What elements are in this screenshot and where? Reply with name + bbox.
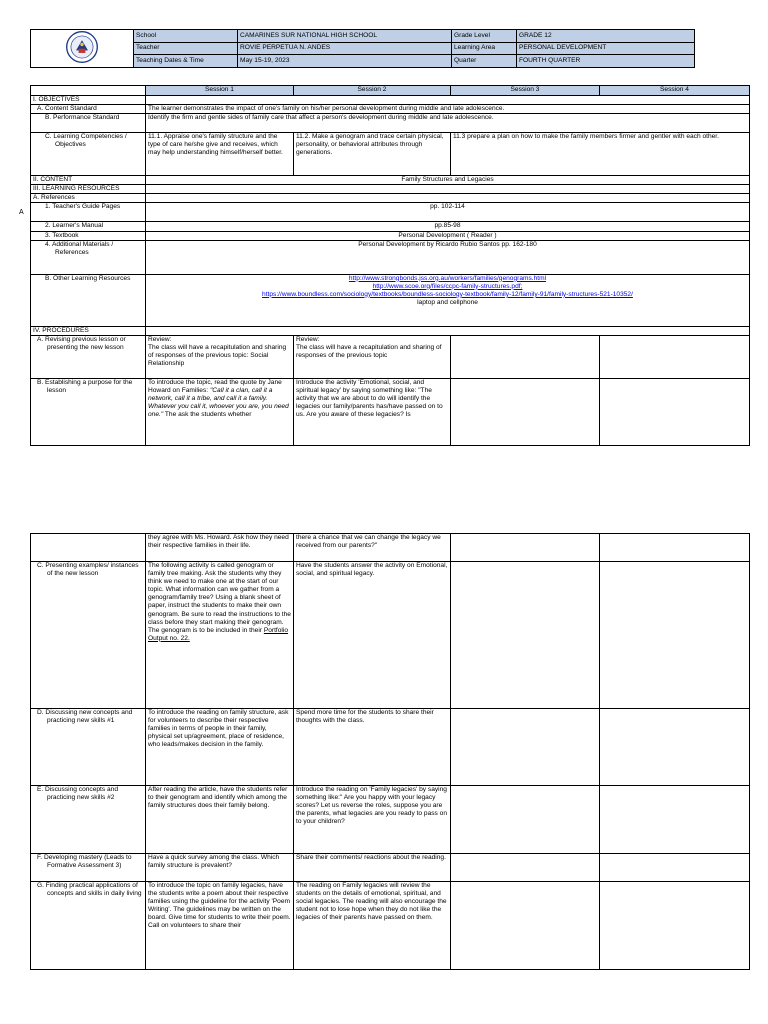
teachers-guide-value: pp. 102-114: [146, 203, 750, 222]
proc-b-session-3: [451, 378, 600, 445]
header-table: [30, 29, 695, 68]
proc-c-session-4: [600, 562, 750, 709]
area-value: PERSONAL DEVELOPMENT: [517, 42, 695, 55]
proc-b-s1-rest: The ask the students whether: [164, 411, 252, 419]
session-header-row: [31, 86, 750, 96]
content-value: Family Structures and Legacies: [146, 176, 750, 185]
proc-b-label: B. Establishing a purpose for the lesson: [31, 378, 146, 445]
proc-f-label: F. Developing mastery (Leads to Formative Assessment 3): [31, 854, 146, 882]
session-1-header: Session 1: [146, 86, 294, 96]
proc-b-session-2: Introduce the activity 'Emotional, social, and spiritual legacy' by saying something like: "The activity that we are about to do will identify the legacies our family/parents has/have passed on to us. Are you aware of these legacies? Is: [294, 378, 451, 445]
proc-b-s1-quote: "Call it a clan, call it a network, call it a tribe, and call it a family. Whatever you call it, whoever you are, you need one.": [148, 386, 289, 419]
dates-value: May 15-19, 2023: [238, 55, 452, 68]
teachers-guide-label: 1. Teacher's Guide Pages: [31, 203, 146, 222]
grade-value: GRADE 12: [517, 30, 695, 43]
proc-c-session-1: [146, 562, 294, 709]
proc-a-label: A. Revising previous lesson or presenting the new lesson: [31, 335, 146, 378]
lesson-table-part-1: [30, 85, 750, 446]
school-value: CAMARINES SUR NATIONAL HIGH SCHOOL: [238, 30, 452, 43]
dates-label: Teaching Dates & Time: [134, 55, 238, 68]
deped-seal-icon: [63, 30, 101, 64]
margin-mark: A: [19, 209, 24, 216]
competencies-label: C. Learning Competencies / Objectives: [31, 133, 146, 176]
proc-a-session-4: [600, 335, 750, 378]
content-standard-label: A. Content Standard: [31, 105, 146, 114]
proc-g-label: G. Finding practical applications of concepts and skills in daily living: [31, 882, 146, 970]
boundless-link[interactable]: https://www.boundless.com/sociology/textbooks/boundless-sociology-textbook/family-12/family-91/family-structures-521-10352/: [262, 290, 633, 298]
proc-a-session-3: [451, 335, 600, 378]
session-3-header: Session 3: [451, 86, 600, 96]
performance-standard-label: B. Performance Standard: [31, 114, 146, 133]
session-4-header: Session 4: [600, 86, 750, 96]
grade-label: Grade Level: [452, 30, 517, 43]
competency-session-3: 11.3 prepare a plan on how to make the family members firmer and gentler with each other.: [451, 133, 750, 176]
proc-d-label: D. Discussing new concepts and practicing new skills #1: [31, 709, 146, 786]
other-resources-label: B. Other Learning Resources: [31, 274, 146, 326]
logo-cell: [31, 30, 134, 68]
portfolio-output-ref: Portfolio Output no. 22.: [148, 626, 289, 642]
competency-session-1: 11.1. Appraise one's family structure and the type of care he/she give and receives, which may help understanding himself/herself better.: [146, 133, 294, 176]
proc-g-session-2: The reading on Family legacies will review the students on the details of emotional, spiritual, and social legacies. The reading will also encourage the student not to lose hope when they do not like the legacies of their parents have passed on them.: [294, 882, 451, 970]
proc-e-session-2: Introduce the reading on 'Family legacies' by saying something like:" Are you happy with your legacy scores? Let us reverse the roles, suppose you are the parents, what legacies are you ready to pass on to your children?: [294, 786, 451, 854]
procedures-heading: IV. PROCEDURES: [31, 326, 146, 335]
other-resources-extra: laptop and cellphone: [417, 298, 478, 306]
proc-e-label: E. Discussing concepts and practicing new skills #2: [31, 786, 146, 854]
proc-d-session-1: To introduce the reading on family structure, ask for volunteers to describe their respective families in terms of people in their family, physical set up/agreement, place of residence, who leads/makes decision in the family.: [146, 709, 294, 786]
proc-c-session-2: Have the students answer the activity on Emotional, social, and spiritual legacy.: [294, 562, 451, 709]
content-standard-value: The learner demonstrates the impact of one's family on his/her personal development during middle and late adolescence.: [146, 105, 750, 114]
proc-f-session-2: Share their comments/ reactions about the reading.: [294, 854, 451, 882]
proc-d-session-2: Spend more time for the students to share their thoughts with the class.: [294, 709, 451, 786]
scoe-link[interactable]: http://www.scoe.org/files/ccpc-family-structures.pdf;: [372, 282, 523, 290]
proc-a-session-2: Review: The class will have a recapitulation and sharing of responses of the previous topic: [294, 335, 451, 378]
learners-manual-label: 2. Learner's Manual: [31, 222, 146, 231]
proc-c-label: C. Presenting examples/ instances of the new lesson: [31, 562, 146, 709]
resources-heading: III. LEARNING RESOURCES: [31, 185, 146, 194]
learners-manual-value: pp.85-98: [146, 222, 750, 231]
proc-b-cont-session-1: they agree with Ms. Howard. Ask how they need their respective families in their life.: [146, 534, 294, 562]
proc-c-s1-text: The following activity is called genogram or family tree making. Ask the students why they think we need to make one at the start of our topic. What information can we gather from a genogram/family tree? Using a blank sheet of paper, instruct the students to make their own genogram. Be sure to read the instructions to the class before they start making their genogram. The genogram is to be included in their: [148, 562, 291, 634]
proc-f-session-1: Have a quick survey among the class. Which family structure is prevalent?: [146, 854, 294, 882]
session-2-header: Session 2: [294, 86, 451, 96]
textbook-label: 3. Textbook: [31, 231, 146, 240]
additional-materials-value: Personal Development by Ricardo Rubio Santos pp. 162-180: [146, 240, 750, 274]
area-label: Learning Area: [452, 42, 517, 55]
content-heading: II. CONTENT: [31, 176, 146, 185]
proc-b-session-4: [600, 378, 750, 445]
proc-b-cont-session-2: there a chance that we can change the legacy we received from our parents?": [294, 534, 451, 562]
proc-g-session-1: To introduce the topic on family legacies, have the students write a poem about their respective families using the guideline for the activity 'Poem Writing'. The guidelines may be written on the board. Give time for students to write their poem. Call on volunteers to share their: [146, 882, 294, 970]
teacher-value: ROVIE PERPETUA N. ANDES: [238, 42, 452, 55]
quarter-value: FOURTH QUARTER: [517, 55, 695, 68]
proc-b-cont-label: [31, 534, 146, 562]
additional-materials-label: 4. Additional Materials / References: [31, 240, 146, 274]
objectives-heading: I. OBJECTIVES: [31, 96, 146, 105]
school-label: School: [134, 30, 238, 43]
proc-b-session-1: [146, 378, 294, 445]
proc-a-session-1: Review: The class will have a recapitulation and sharing of responses of the previous topic: Social Relationship: [146, 335, 294, 378]
proc-b-s1-intro: To introduce the topic, read the quote by Jane Howard on Families:: [148, 378, 282, 394]
competency-session-2: 11.2. Make a genogram and trace certain physical, personality, or behavioral attributes through generations.: [294, 133, 451, 176]
quarter-label: Quarter: [452, 55, 517, 68]
references-label: A. References: [31, 194, 146, 203]
lesson-table-part-2: [30, 533, 750, 970]
proc-e-session-1: After reading the article, have the students refer to their genogram and identify which among the family structures does their family belong.: [146, 786, 294, 854]
other-resources-cell: [146, 274, 750, 326]
proc-c-session-3: [451, 562, 600, 709]
performance-standard-value: Identify the firm and gentle sides of family care that affect a person's development during middle and late adolescence.: [146, 114, 750, 133]
teacher-label: Teacher: [134, 42, 238, 55]
textbook-value: Personal Development ( Reader ): [146, 231, 750, 240]
genograms-link[interactable]: http://www.strongbonds.jss.org.au/workers/families/genograms.html: [348, 274, 547, 282]
